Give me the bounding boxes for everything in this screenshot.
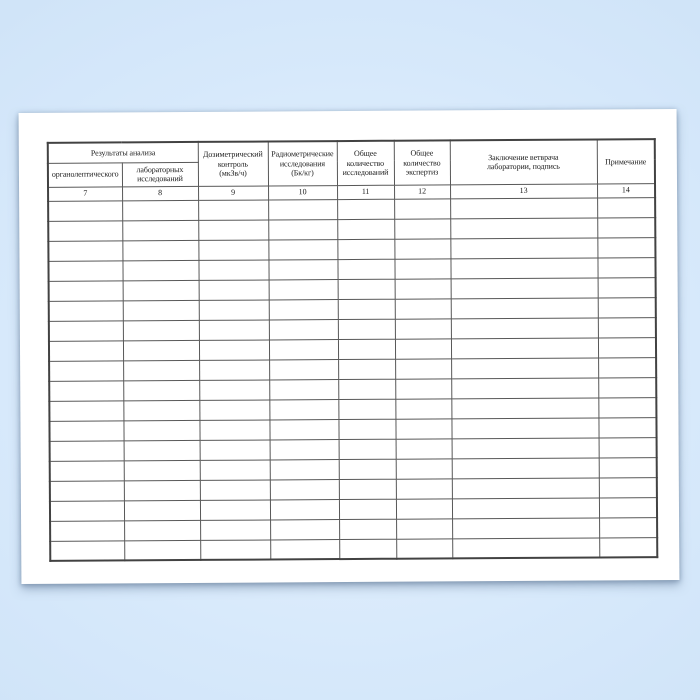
column-header-7: органолептического bbox=[48, 162, 122, 186]
empty-cell bbox=[268, 239, 337, 259]
empty-cell bbox=[451, 297, 598, 318]
empty-cell bbox=[200, 439, 270, 459]
empty-cell bbox=[268, 219, 337, 239]
empty-cell bbox=[124, 540, 200, 560]
empty-cell bbox=[339, 499, 396, 519]
empty-cell bbox=[395, 418, 451, 438]
empty-cell bbox=[48, 200, 122, 220]
empty-cell bbox=[451, 317, 598, 338]
column-header-8: лабораторных исследований bbox=[122, 162, 198, 186]
empty-cell bbox=[598, 337, 656, 357]
empty-cell bbox=[123, 400, 199, 420]
empty-cell bbox=[200, 519, 270, 539]
journal-table bbox=[47, 138, 659, 562]
column-number-9: 9 bbox=[198, 185, 268, 199]
empty-cell bbox=[339, 439, 396, 459]
column-number-11: 11 bbox=[337, 185, 394, 199]
empty-cell bbox=[49, 360, 123, 380]
empty-cell bbox=[598, 377, 656, 397]
empty-cell bbox=[269, 299, 338, 319]
empty-cell bbox=[338, 359, 395, 379]
empty-cell bbox=[598, 277, 656, 297]
empty-cell bbox=[270, 439, 339, 459]
empty-cell bbox=[395, 398, 451, 418]
column-header-13: Заключение ветврача лаборатории, подпись bbox=[450, 139, 597, 184]
empty-cell bbox=[338, 379, 395, 399]
column-header-9: Дозиметрический контроль (мкЗв/ч) bbox=[198, 141, 268, 185]
empty-cell bbox=[599, 437, 657, 457]
empty-cell bbox=[269, 279, 338, 299]
empty-cell bbox=[337, 199, 394, 219]
empty-cell bbox=[338, 319, 395, 339]
empty-cell bbox=[452, 537, 599, 558]
empty-cell bbox=[200, 479, 270, 499]
empty-cell bbox=[49, 300, 123, 320]
column-number-12: 12 bbox=[394, 184, 450, 198]
empty-cell bbox=[396, 438, 452, 458]
empty-cell bbox=[48, 220, 122, 240]
empty-cell bbox=[199, 419, 269, 439]
empty-cell bbox=[599, 537, 657, 557]
empty-cell bbox=[338, 299, 395, 319]
empty-cell bbox=[124, 480, 200, 500]
empty-cell bbox=[123, 320, 199, 340]
empty-cell bbox=[450, 237, 597, 258]
empty-cell bbox=[395, 318, 451, 338]
empty-cell bbox=[48, 260, 122, 280]
empty-cell bbox=[124, 520, 200, 540]
empty-cell bbox=[200, 539, 270, 559]
column-number-7: 7 bbox=[48, 186, 122, 200]
empty-cell bbox=[270, 479, 339, 499]
table-area bbox=[47, 138, 659, 562]
empty-cell bbox=[269, 319, 338, 339]
empty-cell bbox=[124, 500, 200, 520]
empty-cell bbox=[269, 419, 338, 439]
empty-cell bbox=[337, 239, 394, 259]
empty-cell bbox=[49, 420, 123, 440]
empty-cell bbox=[200, 499, 270, 519]
empty-cell bbox=[452, 457, 599, 478]
empty-cell bbox=[198, 239, 268, 259]
empty-cell bbox=[198, 259, 268, 279]
empty-cell bbox=[269, 379, 338, 399]
document-sheet bbox=[19, 109, 680, 584]
empty-cell bbox=[50, 440, 124, 460]
empty-cell bbox=[394, 198, 450, 218]
empty-cell bbox=[395, 378, 451, 398]
empty-cell bbox=[451, 377, 598, 398]
empty-cell bbox=[48, 240, 122, 260]
empty-cell bbox=[452, 517, 599, 538]
empty-cell bbox=[270, 519, 339, 539]
column-number-14: 14 bbox=[597, 183, 655, 197]
empty-cell bbox=[598, 397, 656, 417]
empty-cell bbox=[396, 458, 452, 478]
empty-cell bbox=[50, 480, 124, 500]
empty-cell bbox=[338, 399, 395, 419]
empty-cell bbox=[451, 357, 598, 378]
empty-cell bbox=[599, 457, 657, 477]
empty-cell bbox=[199, 399, 269, 419]
empty-cell bbox=[598, 417, 656, 437]
empty-cell bbox=[394, 218, 450, 238]
empty-cell bbox=[394, 258, 450, 278]
empty-cell bbox=[450, 197, 597, 218]
empty-cell bbox=[122, 240, 198, 260]
empty-cell bbox=[268, 199, 337, 219]
empty-cell bbox=[451, 337, 598, 358]
empty-cell bbox=[50, 520, 124, 540]
empty-cell bbox=[452, 497, 599, 518]
column-header-12: Общее количество экспертиз bbox=[394, 140, 450, 184]
empty-cell bbox=[199, 379, 269, 399]
empty-cell bbox=[270, 499, 339, 519]
empty-cell bbox=[49, 340, 123, 360]
empty-cell bbox=[599, 477, 657, 497]
empty-cell bbox=[396, 498, 452, 518]
empty-cell bbox=[339, 479, 396, 499]
empty-cell bbox=[268, 259, 337, 279]
empty-cell bbox=[49, 400, 123, 420]
empty-cell bbox=[269, 399, 338, 419]
empty-cell bbox=[339, 539, 396, 559]
empty-cell bbox=[338, 339, 395, 359]
empty-cell bbox=[450, 217, 597, 238]
column-number-8: 8 bbox=[122, 186, 198, 200]
empty-cell bbox=[338, 279, 395, 299]
empty-cell bbox=[396, 518, 452, 538]
empty-cell bbox=[122, 200, 198, 220]
empty-cell bbox=[200, 459, 270, 479]
empty-cell bbox=[395, 278, 451, 298]
group-header-results: Результаты анализа bbox=[48, 142, 198, 163]
empty-cell bbox=[337, 259, 394, 279]
empty-cell bbox=[123, 380, 199, 400]
empty-cell bbox=[395, 358, 451, 378]
empty-cell bbox=[49, 280, 123, 300]
empty-cell bbox=[597, 197, 655, 217]
empty-cell bbox=[124, 460, 200, 480]
empty-cell bbox=[199, 339, 269, 359]
empty-cell bbox=[599, 517, 657, 537]
empty-cell bbox=[451, 417, 598, 438]
empty-cell bbox=[339, 519, 396, 539]
empty-cell bbox=[395, 298, 451, 318]
empty-cell bbox=[50, 460, 124, 480]
empty-cell bbox=[451, 277, 598, 298]
empty-cell bbox=[123, 340, 199, 360]
table-row bbox=[50, 537, 657, 561]
empty-cell bbox=[123, 300, 199, 320]
empty-cell bbox=[396, 538, 452, 558]
empty-cell bbox=[396, 478, 452, 498]
empty-cell bbox=[123, 280, 199, 300]
empty-cell bbox=[269, 339, 338, 359]
empty-cell bbox=[597, 257, 655, 277]
empty-cell bbox=[338, 419, 395, 439]
empty-cell bbox=[452, 437, 599, 458]
empty-cell bbox=[123, 360, 199, 380]
header-row-group bbox=[48, 139, 655, 163]
empty-cell bbox=[199, 299, 269, 319]
empty-cell bbox=[269, 359, 338, 379]
empty-cell bbox=[122, 220, 198, 240]
empty-cell bbox=[198, 219, 268, 239]
empty-cell bbox=[50, 540, 124, 560]
column-number-13: 13 bbox=[450, 183, 597, 198]
empty-cell bbox=[270, 459, 339, 479]
empty-cell bbox=[49, 380, 123, 400]
empty-cell bbox=[598, 357, 656, 377]
empty-cell bbox=[598, 297, 656, 317]
empty-cell bbox=[339, 459, 396, 479]
empty-cell bbox=[122, 260, 198, 280]
empty-cell bbox=[124, 440, 200, 460]
empty-cell bbox=[198, 199, 268, 219]
empty-cell bbox=[451, 397, 598, 418]
empty-cell bbox=[450, 257, 597, 278]
column-header-11: Общее количество исследований bbox=[337, 141, 394, 185]
empty-cell bbox=[452, 477, 599, 498]
empty-cell bbox=[599, 497, 657, 517]
column-number-10: 10 bbox=[268, 185, 337, 199]
empty-cell bbox=[199, 319, 269, 339]
empty-cell bbox=[199, 279, 269, 299]
empty-cell bbox=[199, 359, 269, 379]
empty-cell bbox=[598, 317, 656, 337]
empty-cell bbox=[394, 238, 450, 258]
empty-cell bbox=[597, 237, 655, 257]
empty-cell bbox=[123, 420, 199, 440]
empty-cell bbox=[50, 500, 124, 520]
empty-cell bbox=[395, 338, 451, 358]
empty-cell bbox=[49, 320, 123, 340]
empty-cell bbox=[597, 217, 655, 237]
column-header-10: Радиометрические исследования (Бк/кг) bbox=[268, 141, 337, 185]
empty-cell bbox=[337, 219, 394, 239]
column-header-14: Примечание bbox=[597, 139, 655, 183]
empty-cell bbox=[270, 539, 339, 559]
